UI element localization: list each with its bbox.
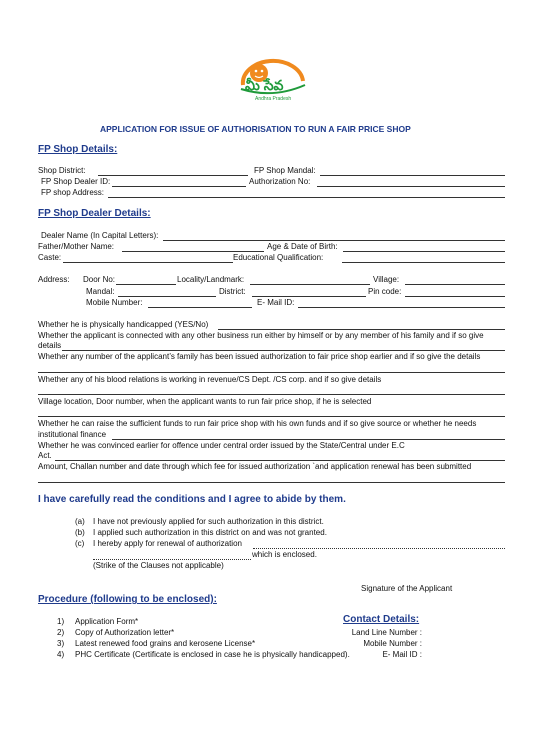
address-label: Address: [38, 275, 70, 284]
village-label: Village: [373, 275, 400, 284]
authorization-no-field[interactable] [317, 177, 505, 187]
blood-relations-line[interactable] [38, 394, 505, 395]
procedure-item-4: PHC Certificate (Certificate is enclosed in case he is physically handicapped). [75, 650, 350, 659]
shop-district-field[interactable] [98, 166, 248, 176]
fp-shop-address-label: FP shop Address: [41, 188, 104, 197]
locality-field[interactable] [250, 275, 370, 285]
village-field[interactable] [405, 275, 505, 285]
procedure-item-1: Application Form* [75, 617, 139, 626]
mandal-field[interactable] [118, 287, 216, 297]
contact-email-label: E- Mail ID : [382, 650, 422, 659]
dealer-heading: FP Shop Dealer Details: [38, 208, 151, 219]
funds-field[interactable] [112, 430, 505, 440]
mandal-label: Mandal: [86, 287, 115, 296]
q-funds-cont: institutional finance [38, 430, 107, 439]
family-authorization-line[interactable] [38, 372, 505, 373]
challan-line[interactable] [38, 482, 505, 483]
district-field[interactable] [252, 287, 366, 297]
clause-b-tag: (b) [75, 528, 85, 537]
father-name-field[interactable] [122, 242, 264, 252]
renewal-field[interactable] [253, 539, 505, 549]
fp-shop-mandal-field[interactable] [320, 166, 505, 176]
contact-mobile-label: Mobile Number : [363, 639, 422, 648]
other-business-field[interactable] [62, 341, 505, 351]
logo-subtext: Andhra Pradesh [255, 96, 292, 102]
procedure-num-1: 1) [57, 617, 65, 626]
procedure-num-2: 2) [57, 628, 65, 637]
clause-c-tag: (c) [75, 539, 85, 548]
procedure-num-3: 3) [57, 639, 65, 648]
email-field[interactable] [298, 298, 505, 308]
convicted-field[interactable] [55, 451, 505, 461]
procedure-item-3: Latest renewed food grains and kerosene License* [75, 639, 256, 648]
fp-shop-heading: FP Shop Details: [38, 144, 118, 155]
q-convicted: Whether he was convinced earlier for offence under central order issued by the State/Central under E.C [38, 441, 405, 450]
father-name-label: Father/Mother Name: [38, 242, 115, 251]
dealer-id-field[interactable] [112, 177, 246, 187]
village-location-line[interactable] [38, 416, 505, 417]
door-no-field[interactable] [116, 275, 176, 285]
caste-label: Caste: [38, 253, 62, 262]
q-other-business-cont: details [38, 341, 62, 350]
fp-shop-address-field[interactable] [108, 188, 505, 198]
signature-label: Signature of the Applicant [361, 584, 453, 593]
q-other-business: Whether the applicant is connected with any other business run either by himself or by any member of his family and if so give [38, 331, 484, 340]
strike-note: (Strike of the Clauses not applicable) [93, 561, 224, 570]
q-blood-relations: Whether any of his blood relations is working in revenue/CS Dept. /CS corp. and if so give details [38, 375, 382, 384]
age-dob-field[interactable] [343, 242, 505, 252]
fp-shop-mandal-label: FP Shop Mandal: [254, 166, 316, 175]
dealer-id-label: FP Shop Dealer ID: [41, 177, 111, 186]
pin-code-field[interactable] [405, 287, 505, 297]
clause-a-tag: (a) [75, 517, 85, 526]
meeseva-logo [235, 55, 311, 111]
authorization-no-label: Authorization No: [249, 177, 311, 186]
contact-heading: Contact Details: [343, 614, 420, 625]
procedure-heading: Procedure (following to be enclosed): [38, 594, 217, 605]
clause-a[interactable]: I have not previously applied for such authorization in this district. [93, 517, 324, 526]
declaration-text: I have carefully read the conditions and I agree to abide by them. [38, 494, 346, 505]
q-convicted-cont: Act. [38, 451, 52, 460]
landline-label: Land Line Number : [351, 628, 422, 637]
q-handicapped: Whether he is physically handicapped (YES/No) [38, 320, 209, 329]
dealer-name-label: Dealer Name (In Capital Letters): [41, 231, 159, 240]
renewal-field-2[interactable] [93, 550, 251, 560]
mobile-field[interactable] [148, 298, 252, 308]
door-no-label: Door No: [83, 275, 116, 284]
q-challan: Amount, Challan number and date through which fee for issued authorization `and application renewal has been submitted [38, 462, 472, 471]
caste-field[interactable] [63, 253, 233, 263]
education-field[interactable] [342, 253, 505, 263]
page-title: APPLICATION FOR ISSUE OF AUTHORISATION TO RUN A FAIR PRICE SHOP [100, 124, 411, 134]
shop-district-label: Shop District: [38, 166, 86, 175]
which-enclosed: which is enclosed. [252, 550, 317, 559]
q-funds: Whether he can raise the sufficient funds to run fair price shop with his own funds and if so give source or whether he needs [38, 419, 477, 428]
age-dob-label: Age & Date of Birth: [267, 242, 338, 251]
mobile-label: Mobile Number: [86, 298, 143, 307]
logo-text: మీ సేవ [245, 77, 284, 93]
education-label: Educational Qualification: [233, 253, 324, 262]
handicapped-field[interactable] [218, 320, 505, 330]
district-label: District: [219, 287, 246, 296]
q-village-location: Village location, Door number, when the applicant wants to run fair price shop, if he is selected [38, 397, 372, 406]
locality-label: Locality/Landmark: [177, 275, 245, 284]
pin-code-label: Pin code: [368, 287, 402, 296]
clause-b[interactable]: I applied such authorization in this district on and was not granted. [93, 528, 327, 537]
procedure-item-2: Copy of Authorization letter* [75, 628, 175, 637]
procedure-num-4: 4) [57, 650, 65, 659]
dealer-name-field[interactable] [163, 231, 505, 241]
clause-c[interactable]: I hereby apply for renewal of authorization [93, 539, 242, 548]
q-family-authorization: Whether any number of the applicant’s family has been issued authorization to fair price shop earlier and if so give the details [38, 352, 481, 361]
email-label: E- Mail ID: [257, 298, 295, 307]
